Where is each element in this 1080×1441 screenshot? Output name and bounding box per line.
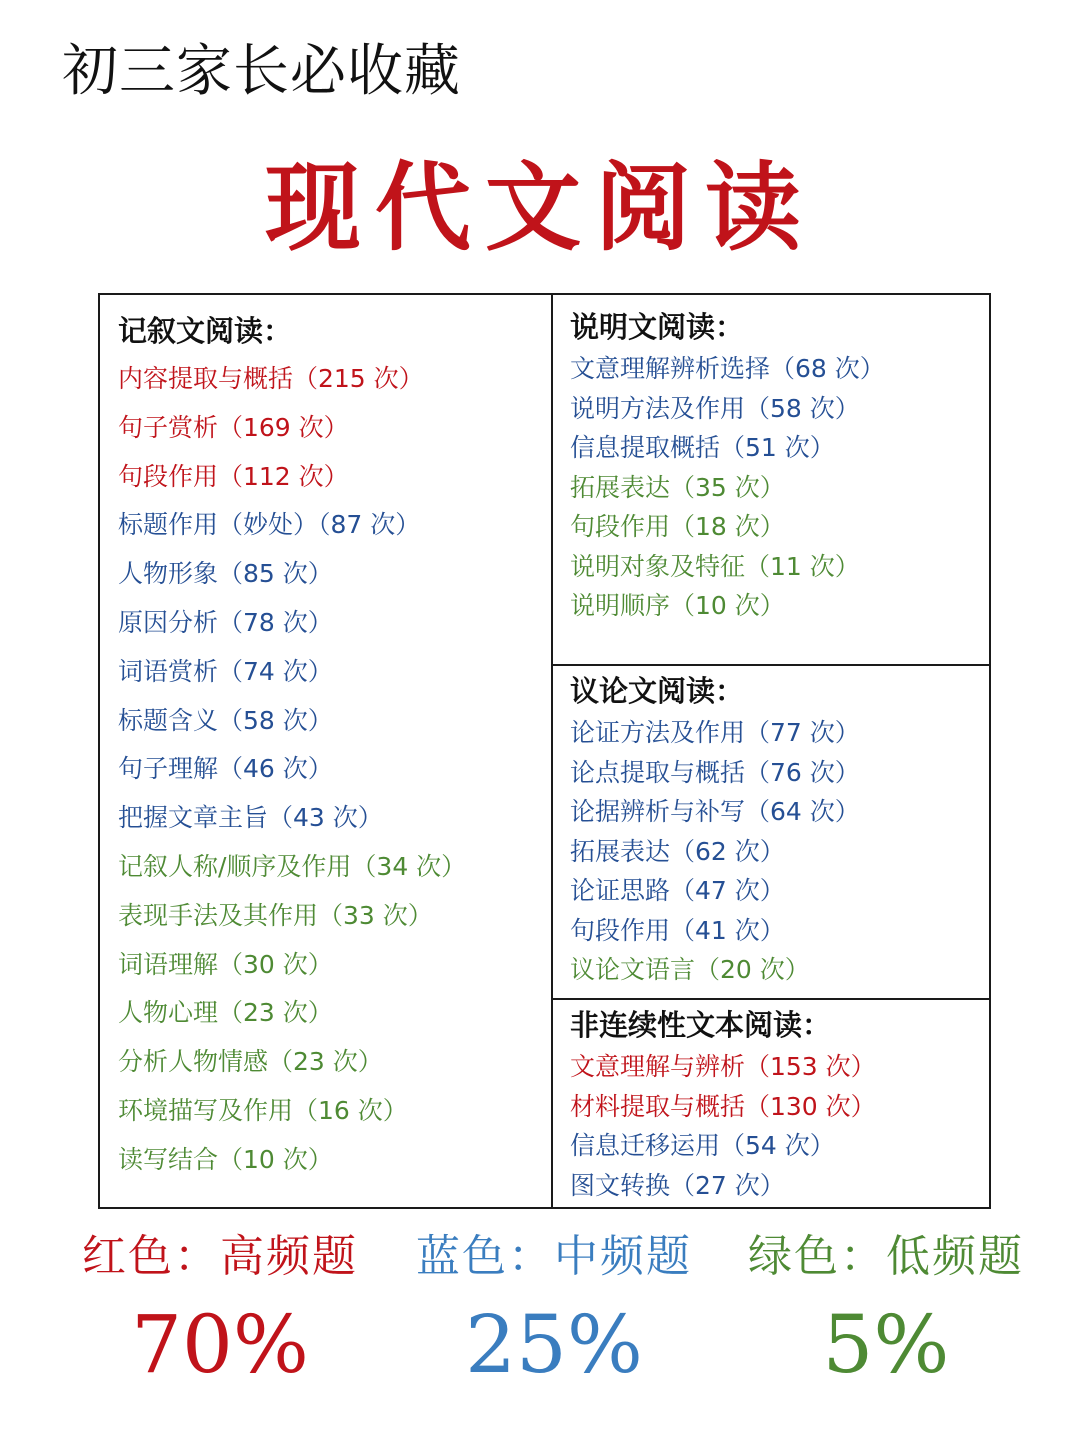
legend-low-percent: 5% <box>822 1298 950 1391</box>
list-item: 原因分析（78 次） <box>118 607 333 637</box>
list-item: 把握文章主旨（43 次） <box>118 803 383 833</box>
column-divider <box>551 295 553 1207</box>
list-item: 拓展表达（62 次） <box>570 836 785 866</box>
expository-section <box>570 310 885 633</box>
list-item: 句段作用（112 次） <box>118 461 349 491</box>
list-item: 人物形象（85 次） <box>118 559 333 589</box>
page-top-title: 初三家长必收藏 <box>62 39 461 104</box>
argumentative-section <box>570 674 860 997</box>
list-item: 说明对象及特征（11 次） <box>570 551 860 581</box>
legend-high-percent: 70% <box>131 1298 309 1391</box>
legend-high <box>50 1231 390 1391</box>
argumentative-list <box>570 720 860 997</box>
expository-heading: 说明文阅读： <box>570 310 745 344</box>
list-item: 议论文语言（20 次） <box>570 955 810 984</box>
list-item: 信息迁移运用（54 次） <box>570 1131 835 1160</box>
legend-medium-label: 蓝色：中频题 <box>416 1231 692 1282</box>
list-item: 句段作用（18 次） <box>570 512 785 541</box>
question-type-table <box>98 293 991 1209</box>
list-item: 人物心理（23 次） <box>118 998 333 1028</box>
row-divider-2 <box>553 998 989 1000</box>
legend-medium <box>384 1231 724 1391</box>
list-item: 论证方法及作用（77 次） <box>570 718 860 747</box>
list-item: 词语赏析（74 次） <box>118 656 333 686</box>
list-item: 句段作用（41 次） <box>570 915 785 945</box>
list-item: 分析人物情感（23 次） <box>118 1047 383 1077</box>
list-item: 句子理解（46 次） <box>118 754 333 784</box>
non-continuous-heading: 非连续性文本阅读： <box>570 1008 832 1042</box>
list-item: 读写结合（10 次） <box>118 1144 333 1174</box>
list-item: 论证思路（47 次） <box>570 876 785 905</box>
argumentative-heading: 议论文阅读： <box>570 674 745 708</box>
legend-low <box>716 1231 1056 1391</box>
list-item: 说明顺序（10 次） <box>570 591 785 620</box>
list-item: 记叙人称/顺序及作用（34 次） <box>118 851 467 881</box>
main-title: 现代文阅读 <box>265 151 815 264</box>
list-item: 信息提取概括（51 次） <box>570 433 835 462</box>
narrative-section <box>118 314 467 1196</box>
row-divider-1 <box>553 664 989 666</box>
list-item: 表现手法及其作用（33 次） <box>118 900 433 930</box>
non-continuous-section <box>570 1008 876 1212</box>
list-item: 词语理解（30 次） <box>118 949 333 979</box>
list-item: 拓展表达（35 次） <box>570 472 785 502</box>
list-item: 标题含义（58 次） <box>118 705 333 735</box>
list-item: 文意理解辨析选择（68 次） <box>570 354 885 383</box>
list-item: 论据辨析与补写（64 次） <box>570 797 860 826</box>
legend-low-label: 绿色：低频题 <box>748 1231 1024 1282</box>
list-item: 论点提取与概括（76 次） <box>570 757 860 787</box>
list-item: 句子赏析（169 次） <box>118 412 349 442</box>
narrative-heading: 记叙文阅读： <box>118 314 293 348</box>
list-item: 材料提取与概括（130 次） <box>570 1091 876 1121</box>
narrative-list <box>118 366 466 1196</box>
list-item: 说明方法及作用（58 次） <box>570 393 860 423</box>
list-item: 文意理解与辨析（153 次） <box>570 1052 876 1081</box>
non-continuous-list <box>570 1054 876 1212</box>
legend-high-label: 红色：高频题 <box>82 1231 358 1282</box>
list-item: 标题作用（妙处）（87 次） <box>118 510 421 540</box>
list-item: 内容提取与概括（215 次） <box>118 364 424 393</box>
list-item: 图文转换（27 次） <box>570 1170 785 1200</box>
list-item: 环境描写及作用（16 次） <box>118 1095 408 1125</box>
legend-medium-percent: 25% <box>465 1298 643 1391</box>
expository-list <box>570 356 885 633</box>
